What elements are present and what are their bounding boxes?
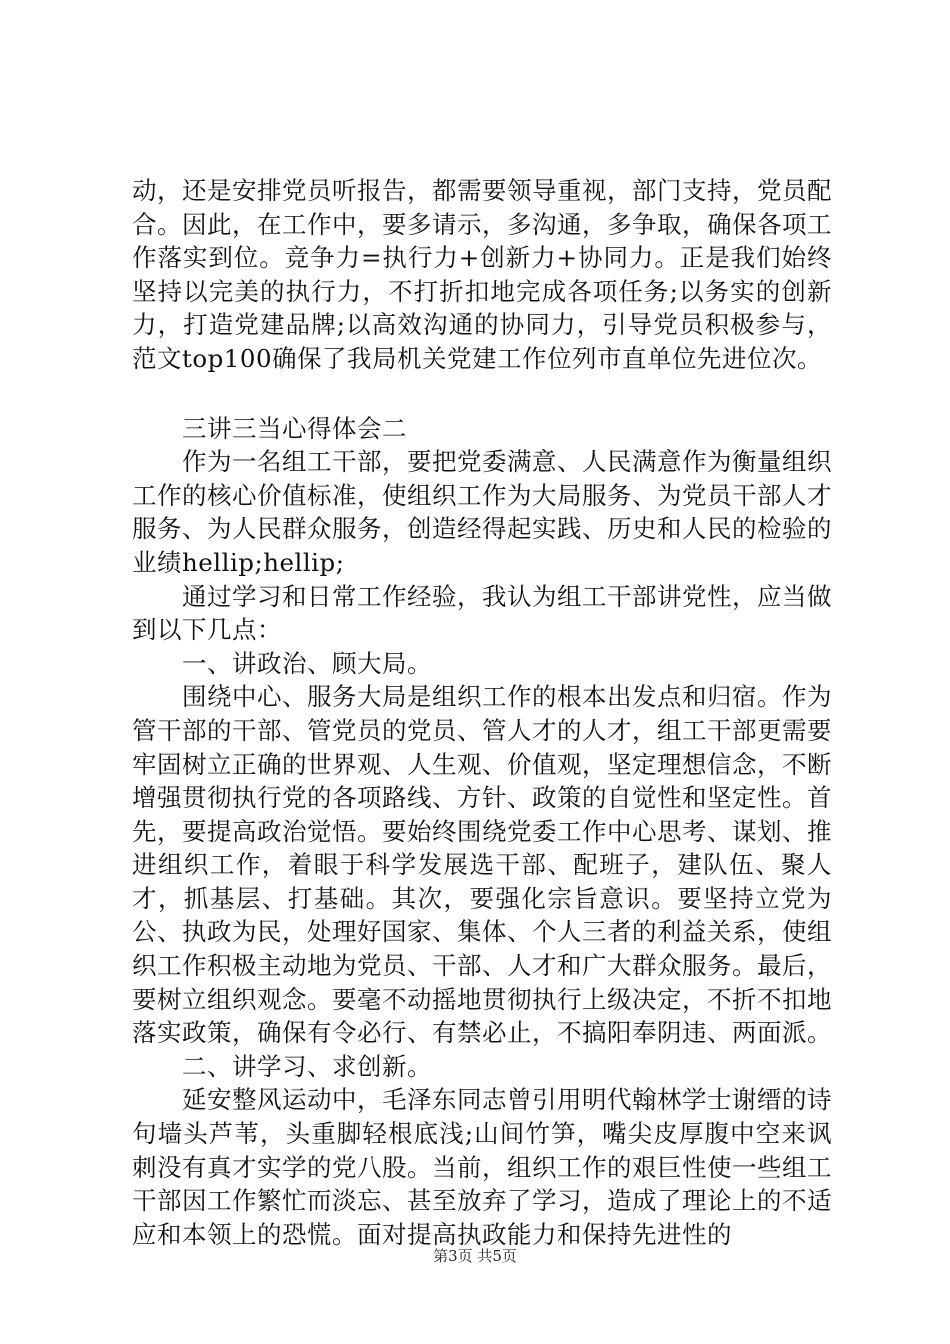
paragraph-lead: 通过学习和日常工作经验，我认为组工干部讲党性，应当做到以下几点：	[132, 581, 832, 645]
document-body	[132, 174, 832, 1251]
paragraph-point-1: 围绕中心、服务大局是组织工作的根本出发点和归宿。作为管干部的干部、管党员的党员、管人才的人才，组工干部更需要牢固树立正确的世界观、人生观、价值观，坚定理想信念，不断增强贯彻执行党的各项路线、方针、政策的自觉性和坚定性。首先，要提高政治觉悟。要始终围绕党委工作中心思考、谋划、推进组织工作，着眼于科学发展选干部、配班子，建队伍、聚人才，抓基层、打基础。其次，要强化宗旨意识。要坚持立党为公、执政为民，处理好国家、集体、个人三者的利益关系，使组织工作积极主动地为党员、干部、人才和广大群众服务。最后，要树立组织观念。要毫不动摇地贯彻执行上级决定，不折不扣地落实政策，确保有令必行、有禁必止，不搞阳奉阴违、两面派。	[132, 682, 832, 1048]
point-heading-2: 二、讲学习、求创新。	[182, 1051, 432, 1081]
paragraph-point-2: 延安整风运动中，毛泽东同志曾引用明代翰林学士谢缙的诗句墙头芦苇，头重脚轻根底浅;山间竹笋，嘴尖皮厚腹中空来讽刺没有真才实学的党八股。当前，组织工作的艰巨性使一些组工干部因工作繁忙而淡忘、甚至放弃了学习，造成了理论上的不适应和本领上的恐慌。面对提高执政能力和保持先进性的	[132, 1085, 832, 1249]
page-number-footer: 第3页 共5页	[433, 1247, 517, 1265]
point-heading-1: 一、讲政治、顾大局。	[182, 648, 432, 678]
paragraph-intro: 作为一名组工干部，要把党委满意、人民满意作为衡量组织工作的核心价值标准，使组织工作为大局服务、为党员干部人才服务、为人民群众服务，创造经得起实践、历史和人民的检验的业绩hellip;hellip;	[132, 447, 832, 577]
paragraph-continuation: 动，还是安排党员听报告，都需要领导重视，部门支持，党员配合。因此，在工作中，要多请示，多沟通，多争取，确保各项工作落实到位。竞争力=执行力+创新力+协同力。正是我们始终坚持以完美的执行力，不打折扣地完成各项任务;以务实的创新力，打造党建品牌;以高效沟通的协同力，引导党员积极参与，范文top100确保了我局机关党建工作位列市直单位先进位次。	[132, 176, 832, 373]
section-heading: 三讲三当心得体会二	[182, 413, 407, 443]
